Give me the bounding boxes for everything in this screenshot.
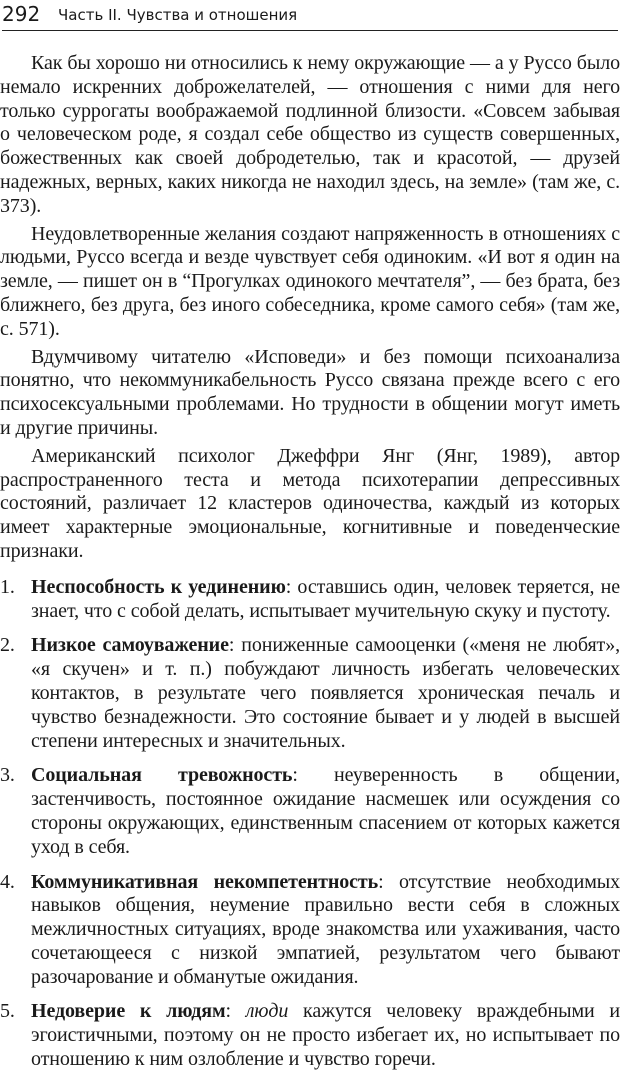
list-item-term: Низкое самоуважение	[31, 634, 229, 657]
paragraph-rousseau-relationships: Как бы хорошо ни относились к нему окружающие — а у Руссо было немало искренних доброжелателей, — отношения с ними для него только суррогаты воображаемой подлинной близости. «Совсем забывая о человеческом роде, я создал себе общество из существ совершенных, божественных как своей добродетелью, так и красотой, — друзей надежных, верных, каких никогда не находил здесь, на земле» (там же, с. 373).	[0, 52, 620, 217]
loneliness-clusters-list	[0, 576, 620, 1072]
paragraph-unsatisfied-desires: Неудовлетворенные желания создают напряженность в отношениях с людьми, Руссо всегда и везде чувствует себя одиноким. «И вот я один на земле, — пишет он в “Прогулках одинокого мечтателя”, — без брата, без ближнего, без друга, без иного собеседника, кроме самого себя» (там же, с. 571).	[0, 222, 620, 340]
list-item-number: 5.	[0, 1000, 15, 1023]
paragraph-young-clusters: Американский психолог Джеффри Янг (Янг, 1989), автор распространенного теста и метода психотерапии депрессивных состояний, различает 12 кластеров одиночества, каждый из которых имеет характерные эмоциональные, когнитивные и поведенческие признаки.	[0, 444, 620, 562]
list-item-text: : отсутствие необходимых навыков общения, неумение правильно вести себя в сложных межличностных ситуациях, вроде знакомства или ухаживания, часто сочетающееся с низкой эмпатией, результатом чего бывают разочарование и обманутые ожидания.	[31, 870, 620, 988]
header-rule	[2, 30, 618, 31]
running-head: Часть II. Чувства и отношения	[58, 6, 298, 24]
paragraph-confession-reader: Вдумчивому читателю «Исповеди» и без помощи психоанализа понятно, что некоммуникабельность Руссо связана прежде всего с его психосексуальными проблемами. Но трудности в общении могут иметь и другие причины.	[0, 345, 620, 439]
list-item	[0, 576, 620, 624]
list-item-number: 1.	[0, 575, 15, 598]
list-item-number: 4.	[0, 870, 15, 893]
list-item	[0, 1000, 620, 1071]
page-body	[0, 52, 620, 1083]
list-item-number: 3.	[0, 764, 15, 787]
list-item-emphasis: люди	[245, 1000, 289, 1023]
list-item-text: кажутся человеку враждебными и эгоистичными, поэтому он не просто избегает их, но испытывает по отношению к ним озлобление и чувство горечи.	[31, 1000, 620, 1071]
list-item	[0, 764, 620, 859]
list-item-term: Недоверие к людям	[31, 1000, 226, 1023]
list-item-term: Неспособность к уединению	[31, 575, 286, 598]
list-item-number: 2.	[0, 634, 15, 657]
page-number: 292	[2, 2, 41, 26]
list-item-text: : неуверенность в общении, застенчивость, постоянное ожидание насмешек или осуждения со стороны окружающих, единственным спасением от которых кажется уход в себя.	[31, 764, 620, 858]
list-item-text: : оставшись один, человек теряется, не знает, что с собой делать, испытывает мучительную скуку и пустоту.	[31, 575, 620, 622]
list-item-term: Коммуникативная некомпетентность	[31, 870, 379, 893]
list-item	[0, 871, 620, 990]
list-item	[0, 634, 620, 753]
page-header	[0, 0, 620, 40]
list-item-text: : пониженные самооценки («меня не любят», «я скучен» и т. п.) побуждают личность избегать человеческих контактов, в результате чего появляется хроническая печаль и чувство безнадежности. Это состояние бывает и у людей в высшей степени интересных и значительных.	[31, 634, 620, 752]
list-item-text-prefix: :	[225, 1000, 246, 1023]
list-item-term: Социальная тревожность	[31, 764, 293, 787]
